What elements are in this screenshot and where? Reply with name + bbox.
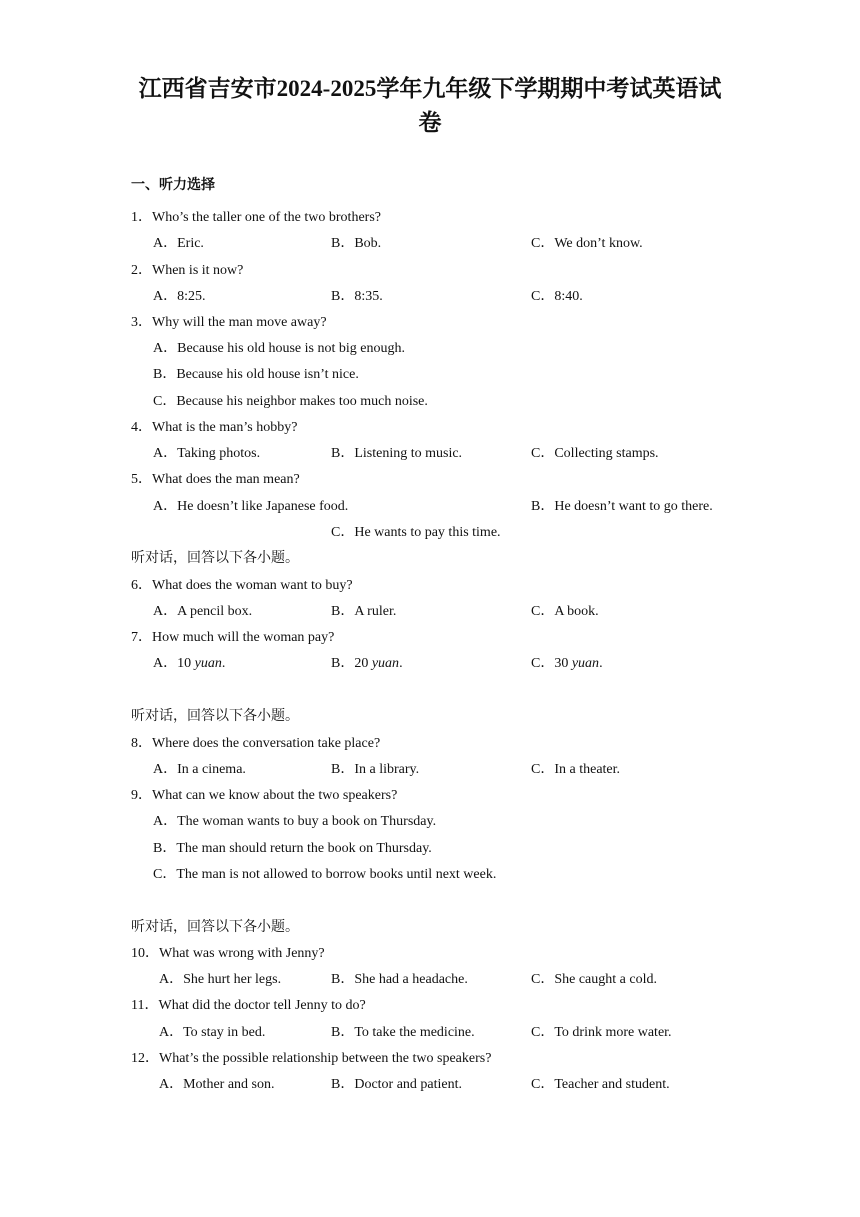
q5-option-b: B．He doesn’t want to go there. (531, 499, 713, 514)
question-5: 5．What does the man mean? (131, 472, 300, 487)
section-heading: 一、听力选择 (131, 178, 215, 193)
q7-option-c: C．30 yuan. (531, 656, 603, 671)
question-6: 6．What does the woman want to buy? (131, 578, 353, 593)
q6-option-b: B．A ruler. (331, 604, 397, 619)
q11-option-b: B．To take the medicine. (331, 1025, 475, 1040)
q3-option-b: B．Because his old house isn’t nice. (153, 367, 359, 382)
q12-option-c: C．Teacher and student. (531, 1077, 670, 1092)
q10-option-b: B．She had a headache. (331, 972, 468, 987)
q1-option-a: A．Eric. (153, 236, 204, 251)
instruction-note-1: 听对话，回答以下各小题。 (131, 551, 299, 566)
q2-option-b: B．8:35. (331, 289, 383, 304)
q10-option-c: C．She caught a cold. (531, 972, 657, 987)
q6-option-c: C．A book. (531, 604, 599, 619)
instruction-note-3: 听对话，回答以下各小题。 (131, 920, 299, 935)
question-3: 3．Why will the man move away? (131, 315, 327, 330)
q10-option-a: A．She hurt her legs. (159, 972, 282, 987)
instruction-note-2: 听对话，回答以下各小题。 (131, 709, 299, 724)
question-8: 8．Where does the conversation take place? (131, 736, 381, 751)
q9-option-c: C．The man is not allowed to borrow books until next week. (153, 867, 497, 882)
q11-option-c: C．To drink more water. (531, 1025, 672, 1040)
q11-option-a: A．To stay in bed. (159, 1025, 266, 1040)
question-4: 4．What is the man’s hobby? (131, 420, 298, 435)
q7-option-b: B．20 yuan. (331, 656, 403, 671)
q5-option-c: C．He wants to pay this time. (331, 525, 501, 540)
q12-option-b: B．Doctor and patient. (331, 1077, 463, 1092)
q2-option-a: A．8:25. (153, 289, 206, 304)
q5-option-a: A．He doesn’t like Japanese food. (153, 499, 349, 514)
question-1: 1．Who’s the taller one of the two brothers? (131, 210, 381, 225)
question-12: 12．What’s the possible relationship between the two speakers? (131, 1051, 492, 1066)
q7-option-a: A．10 yuan. (153, 656, 226, 671)
q2-option-c: C．8:40. (531, 289, 583, 304)
q9-option-a: A．The woman wants to buy a book on Thursday. (153, 814, 437, 829)
question-2: 2．When is it now? (131, 263, 244, 278)
q12-option-a: A．Mother and son. (159, 1077, 275, 1092)
q3-option-c: C．Because his neighbor makes too much noise. (153, 394, 428, 409)
q9-option-b: B．The man should return the book on Thursday. (153, 841, 432, 856)
question-9: 9．What can we know about the two speakers? (131, 788, 398, 803)
question-10: 10．What was wrong with Jenny? (131, 946, 325, 961)
page-title (110, 72, 750, 140)
q4-option-a: A．Taking photos. (153, 446, 261, 461)
question-11: 11．What did the doctor tell Jenny to do? (131, 998, 366, 1013)
q4-option-c: C．Collecting stamps. (531, 446, 659, 461)
q8-option-c: C．In a theater. (531, 762, 621, 777)
q8-option-a: A．In a cinema. (153, 762, 246, 777)
q8-option-b: B．In a library. (331, 762, 420, 777)
q1-option-c: C．We don’t know. (531, 236, 643, 251)
question-7: 7．How much will the woman pay? (131, 630, 335, 645)
title-line-1: 江西省吉安市2024-2025学年九年级下学期期中考试英语试 (138, 76, 722, 101)
q4-option-b: B．Listening to music. (331, 446, 463, 461)
title-line-2: 卷 (418, 110, 442, 135)
q1-option-b: B．Bob. (331, 236, 382, 251)
q3-option-a: A．Because his old house is not big enough. (153, 341, 405, 356)
q6-option-a: A．A pencil box. (153, 604, 253, 619)
